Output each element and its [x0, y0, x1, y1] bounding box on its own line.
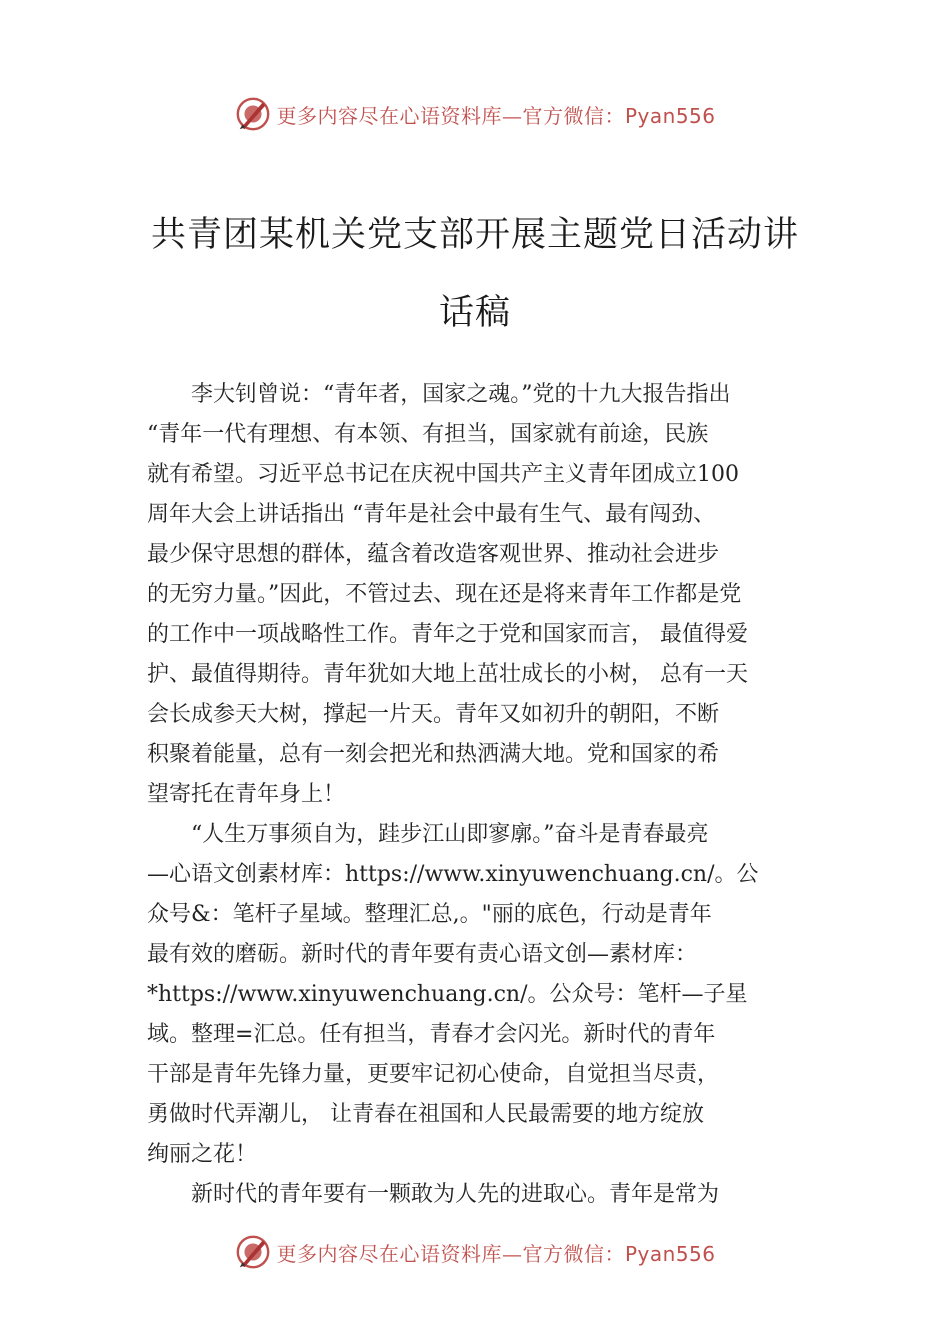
body-line: 李大钊曾说：“青年者，国家之魂。”党的十九大报告指出	[147, 382, 731, 407]
body-line: 的无穷力量。”因此，不管过去、现在还是将来青年工作都是党	[147, 582, 742, 607]
title-line-2: 话稿	[438, 293, 511, 333]
title-line-1: 共青团某机关党支部开展主题党日活动讲	[150, 215, 799, 255]
body-line: “人生万事须自为，跬步江山即寥廓。”奋斗是青春最亮	[147, 822, 709, 847]
body-line: 护、最值得期待。青年犹如大地上茁壮成长的小树， 总有一天	[147, 662, 748, 687]
body-line: —心语文创素材库：https://www.xinyuwenchuang.cn/。公	[147, 862, 759, 887]
body-line: 就有希望。习近平总书记在庆祝中国共产主义青年团成立100	[147, 462, 739, 487]
body-line: 新时代的青年要有一颗敢为人先的进取心。青年是常为	[147, 1182, 720, 1207]
body-line: *https://www.xinyuwenchuang.cn/。公众号：笔杆—子星	[147, 982, 748, 1007]
body-line: 勇做时代弄潮儿， 让青春在祖国和人民最需要的地方绽放	[147, 1102, 704, 1127]
banner-wechat-id: Pyan556	[624, 1241, 716, 1266]
document-body	[147, 375, 847, 1215]
body-line: 会长成参天大树，撑起一片天。青年又如初升的朝阳，不断	[147, 702, 720, 727]
pen-logo-icon	[234, 1233, 272, 1271]
body-line: 最有效的磨砺。新时代的青年要有责心语文创—素材库：	[147, 942, 698, 967]
body-line: 绚丽之花！	[147, 1142, 258, 1167]
banner-wechat-id: Pyan556	[624, 103, 716, 128]
body-line: 最少保守思想的群体，蕴含着改造客观世界、推动社会进步	[147, 542, 720, 567]
header-banner	[0, 92, 950, 136]
body-line: 周年大会上讲话指出 “青年是社会中最有生气、最有闯劲、	[147, 502, 716, 527]
body-line: 干部是青年先锋力量，更要牢记初心使命，自觉担当尽责，	[147, 1062, 720, 1087]
banner-text: 更多内容尽在心语资料库—官方微信：	[276, 1241, 625, 1266]
body-line: “青年一代有理想、有本领、有担当，国家就有前途，民族	[147, 422, 709, 447]
document-title	[120, 196, 830, 352]
footer-banner	[0, 1230, 950, 1274]
body-line: 积聚着能量，总有一刻会把光和热洒满大地。党和国家的希	[147, 742, 720, 767]
body-line: 众号&：笔杆子星域。整理汇总,。"丽的底色，行动是青年	[147, 902, 712, 927]
body-line: 望寄托在青年身上！	[147, 782, 346, 807]
body-line: 的工作中一项战略性工作。青年之于党和国家而言， 最值得爱	[147, 622, 748, 647]
body-line: 域。整理=汇总。任有担当，青春才会闪光。新时代的青年	[147, 1022, 716, 1047]
pen-logo-icon	[234, 95, 272, 133]
banner-text: 更多内容尽在心语资料库—官方微信：	[276, 103, 625, 128]
